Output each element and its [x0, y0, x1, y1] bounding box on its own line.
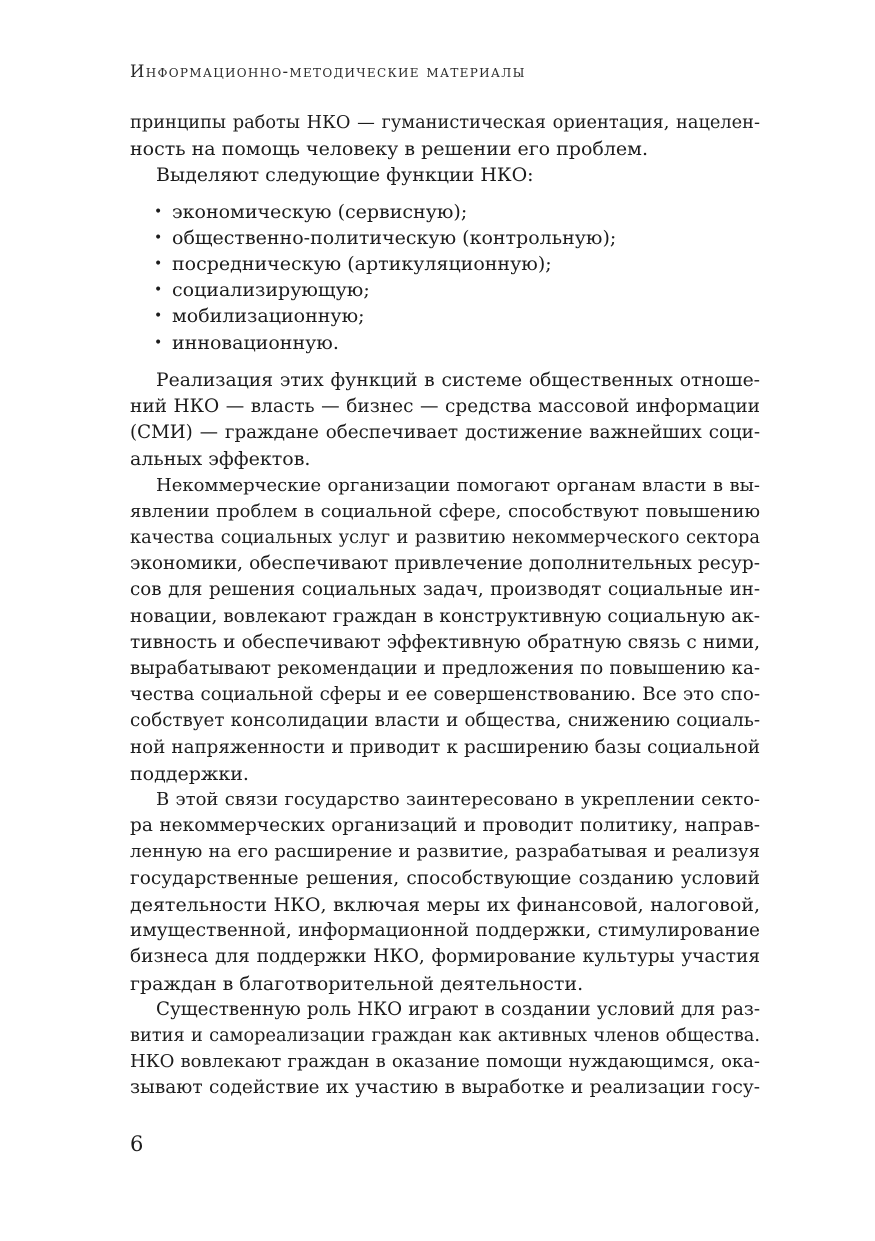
paragraph — [130, 473, 760, 787]
list-item: • мобилизационную; — [130, 303, 760, 329]
list-item: • экономическую (сервисную); — [130, 199, 760, 225]
functions-lead: Выделяют следующие функции НКО: — [156, 164, 534, 187]
bullet-icon: • — [154, 256, 163, 273]
bullet-icon: • — [154, 308, 163, 325]
text-line: НКО вовлекают граждан в оказание помощи нуждающимся, ока- — [130, 1051, 760, 1073]
text-line: государственные решения, способствующие созданию условий — [130, 867, 760, 889]
list-item: • общественно-политическую (контрольную); — [130, 225, 760, 251]
text-line: имущественной, информационной поддержки, стимулирование — [130, 920, 760, 942]
text-line: ность на помощь человеку в решении его проблем. — [130, 138, 648, 161]
text-line: тивность и обеспечивают эффективную обратную связь с ними, — [130, 631, 760, 653]
text-line: деятельности НКО, включая меры их финансовой, налоговой, — [130, 893, 760, 916]
text-line: сов для решения социальных задач, производят социальные ин- — [130, 579, 760, 601]
text-line: экономики, обеспечивают привлечение дополнительных ресур- — [130, 553, 760, 575]
paragraph — [130, 368, 760, 473]
text-line: граждан в благотворительной деятельности. — [130, 972, 584, 995]
bullet-icon: • — [154, 229, 163, 246]
list-item: • инновационную. — [130, 330, 760, 356]
text-line: вырабатывают рекомендации и предложения по повышению ка- — [130, 658, 760, 680]
text-line: чества социальной сферы и ее совершенствованию. Все это спо- — [130, 684, 760, 706]
text-line: Реализация этих функций в системе общественных отноше- — [156, 369, 760, 391]
text-line: собствует консолидации власти и общества, снижению социаль- — [130, 710, 760, 732]
text-line: вития и самореализации граждан как активных членов общества. — [130, 1025, 760, 1046]
text-line: бизнеса для поддержки НКО, формирование культуры участия — [130, 946, 760, 968]
text-line: принципы работы НКО — гуманистическая ориентация, нацелен- — [130, 113, 760, 133]
page-number: 6 — [130, 1132, 144, 1156]
text-line: зывают содействие их участию в выработке и реализации госу- — [130, 1077, 760, 1099]
text-line: явлении проблем в социальной сфере, способствуют повышению — [130, 500, 760, 522]
text-line: качества социальных услуг и развитию некоммерческого сектора — [130, 528, 760, 549]
text-line: альных эффектов. — [130, 448, 311, 471]
text-line: новации, вовлекают граждан в конструктивную социальную ак- — [130, 605, 760, 627]
text-line: ний НКО — власть — бизнес — средства массовой информации — [130, 396, 760, 418]
text-line: ленную на его расширение и развитие, разрабатывая и реализуя — [130, 841, 760, 863]
text-line: Существенную роль НКО играют в создании условий для раз- — [156, 998, 760, 1020]
paragraph — [130, 997, 760, 1102]
list-item: • посредническую (артикуляционную); — [130, 251, 760, 277]
functions-list — [130, 199, 760, 356]
text-line: Некоммерческие организации помогают органам власти в вы- — [156, 474, 760, 496]
running-head: Информационно-методические материалы — [130, 62, 526, 81]
paragraph — [130, 787, 760, 997]
text-line: поддержки. — [130, 762, 249, 785]
text-line: ной напряженности и приводит к расширению базы социальной — [130, 736, 760, 758]
bullet-icon: • — [154, 334, 163, 351]
bullet-icon: • — [154, 282, 163, 299]
page-body — [130, 110, 760, 1102]
bullet-icon: • — [154, 203, 163, 220]
text-line: (СМИ) — граждане обеспечивает достижение важнейших соци- — [130, 422, 760, 444]
text-line: ра некоммерческих организаций и проводит политику, направ- — [130, 815, 760, 837]
text-line: В этой связи государство заинтересовано в укреплении секто- — [156, 789, 760, 811]
intro-paragraph — [130, 110, 760, 189]
list-item: • социализирующую; — [130, 277, 760, 303]
